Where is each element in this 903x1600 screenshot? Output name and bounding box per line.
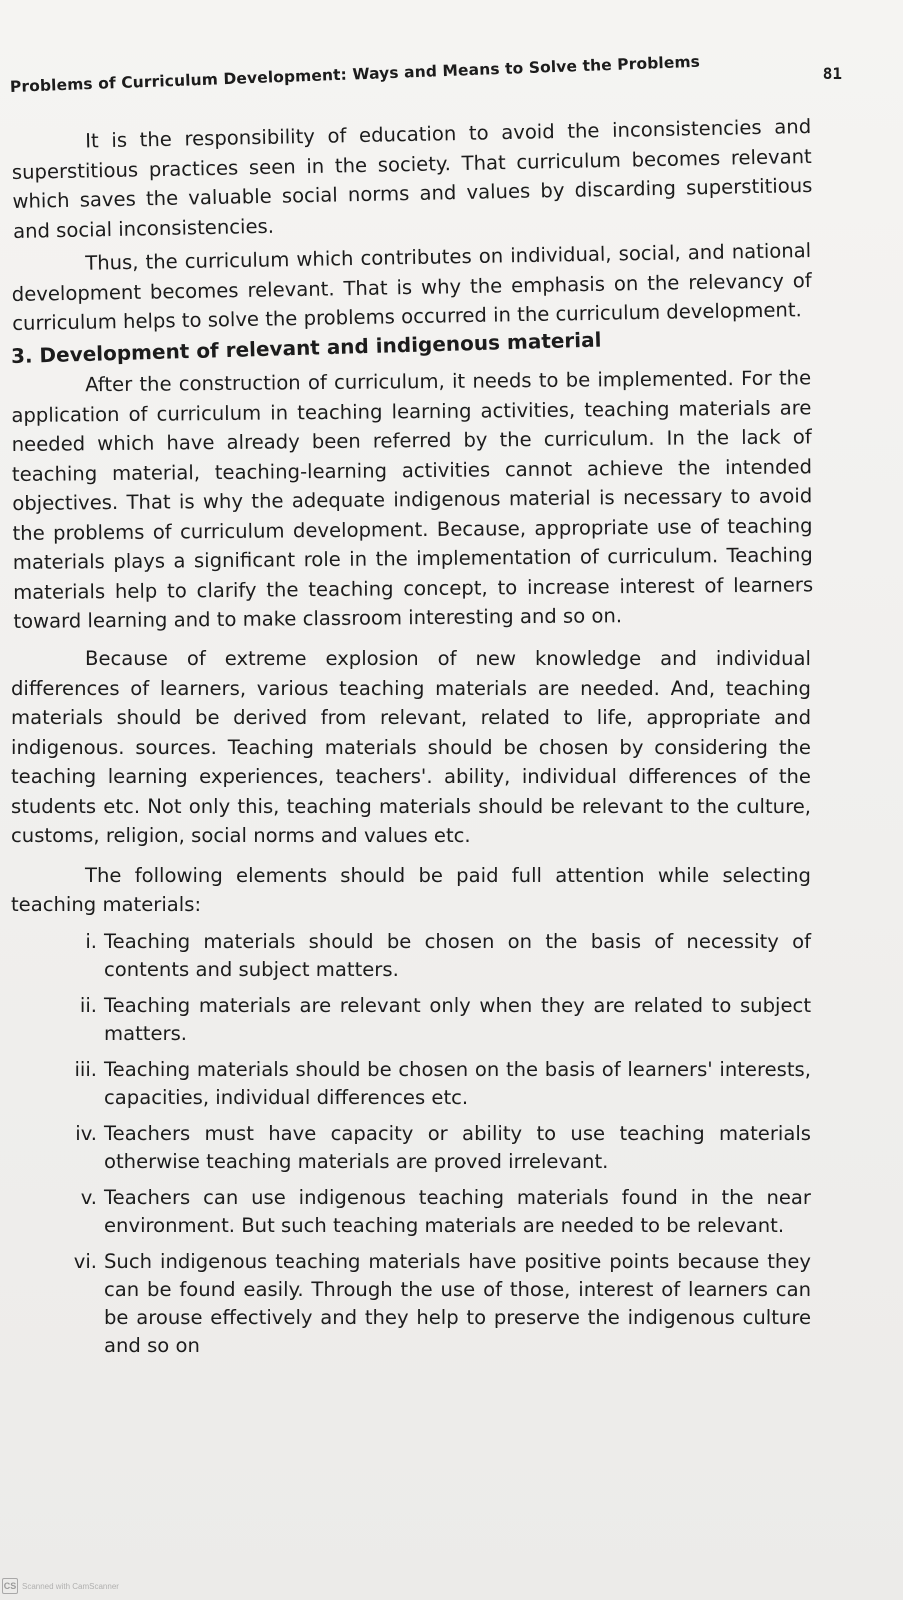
paragraph-1: It is the responsibility of education to avoid the inconsistencies and superstitious practices seen in the society. That curriculum becomes relevant which saves the valuable social norms and values by discarding superstitious and social inconsistencies. — [11, 114, 813, 243]
page-header — [9, 52, 870, 114]
list-item-text: Teachers must have capacity or ability to use teaching materials otherwise teaching materials are proved irrelevant. — [104, 1121, 811, 1173]
list-item — [63, 1248, 811, 1360]
list-item-text: Such indigenous teaching materials have positive points because they can be found easily. Through the use of those, interest of learners can be arouse effectively and they help to preserve the indigenous culture and so on — [104, 1249, 811, 1357]
list-item-text: Teaching materials should be chosen on the basis of necessity of contents and subject matters. — [104, 929, 811, 981]
list-item-number: i. — [85, 929, 97, 953]
list-item — [63, 992, 811, 1048]
paragraph-4: Because of extreme explosion of new knowledge and individual differences of learners, various teaching materials are needed. And, teaching materials should be derived from relevant, related to life, appropriate and indigenous. sources. Teaching materials should be chosen by considering the teaching learning experiences, teachers'. ability, individual differences of the students etc. Not only this, teaching materials should be relevant to the culture, customs, religion, social norms and values etc. — [11, 647, 811, 847]
list-item-number: iv. — [75, 1121, 97, 1145]
paragraph-5: The following elements should be paid full attention while selecting teaching materials: — [11, 863, 811, 916]
selection-criteria-list — [11, 928, 811, 1360]
list-item-number: ii. — [79, 993, 97, 1017]
paragraph-3: After the construction of curriculum, it needs to be implemented. For the application of curriculum in teaching learning activities, teaching materials are needed which have already been referred by the curriculum. In the lack of teaching material, teaching-learning activities cannot achieve the intended objectives. That is why the adequate indigenous material is necessary to avoid the problems of curriculum development. Because, appropriate use of teaching materials plays a significant role in the implementation of curriculum. Teaching materials help to clarify the teaching concept, to increase interest of learners toward learning and to make classroom interesting and so on. — [11, 365, 814, 633]
list-item-text: Teachers can use indigenous teaching materials found in the near environment. But such teaching materials are needed to be relevant. — [104, 1185, 811, 1237]
scanner-text: Scanned with CamScanner — [22, 1581, 119, 1591]
paragraph-2: Thus, the curriculum which contributes on individual, social, and national development becomes relevant. That is why the emphasis on the relevancy of curriculum helps to solve the problems occurred in the curriculum development. — [11, 239, 812, 335]
list-item-number: v. — [80, 1185, 97, 1209]
list-item-text: Teaching materials are relevant only when they are related to subject matters. — [104, 993, 811, 1045]
list-item — [63, 1184, 811, 1240]
list-item-number: iii. — [74, 1057, 97, 1081]
camscanner-logo-icon: CS — [2, 1578, 18, 1594]
page-content — [10, 114, 814, 1368]
section-heading: 3. Development of relevant and indigenous material — [10, 327, 602, 368]
scanner-watermark — [2, 1578, 119, 1594]
running-title: Problems of Curriculum Development: Ways and Means to Solve the Problems — [9, 52, 701, 96]
list-item-number: vi. — [73, 1249, 97, 1273]
list-item-text: Teaching materials should be chosen on the basis of learners' interests, capacities, individual differences etc. — [104, 1057, 811, 1109]
list-item — [63, 1120, 811, 1176]
list-item — [63, 928, 811, 984]
list-item — [63, 1056, 811, 1112]
page-number: 81 — [822, 64, 842, 83]
